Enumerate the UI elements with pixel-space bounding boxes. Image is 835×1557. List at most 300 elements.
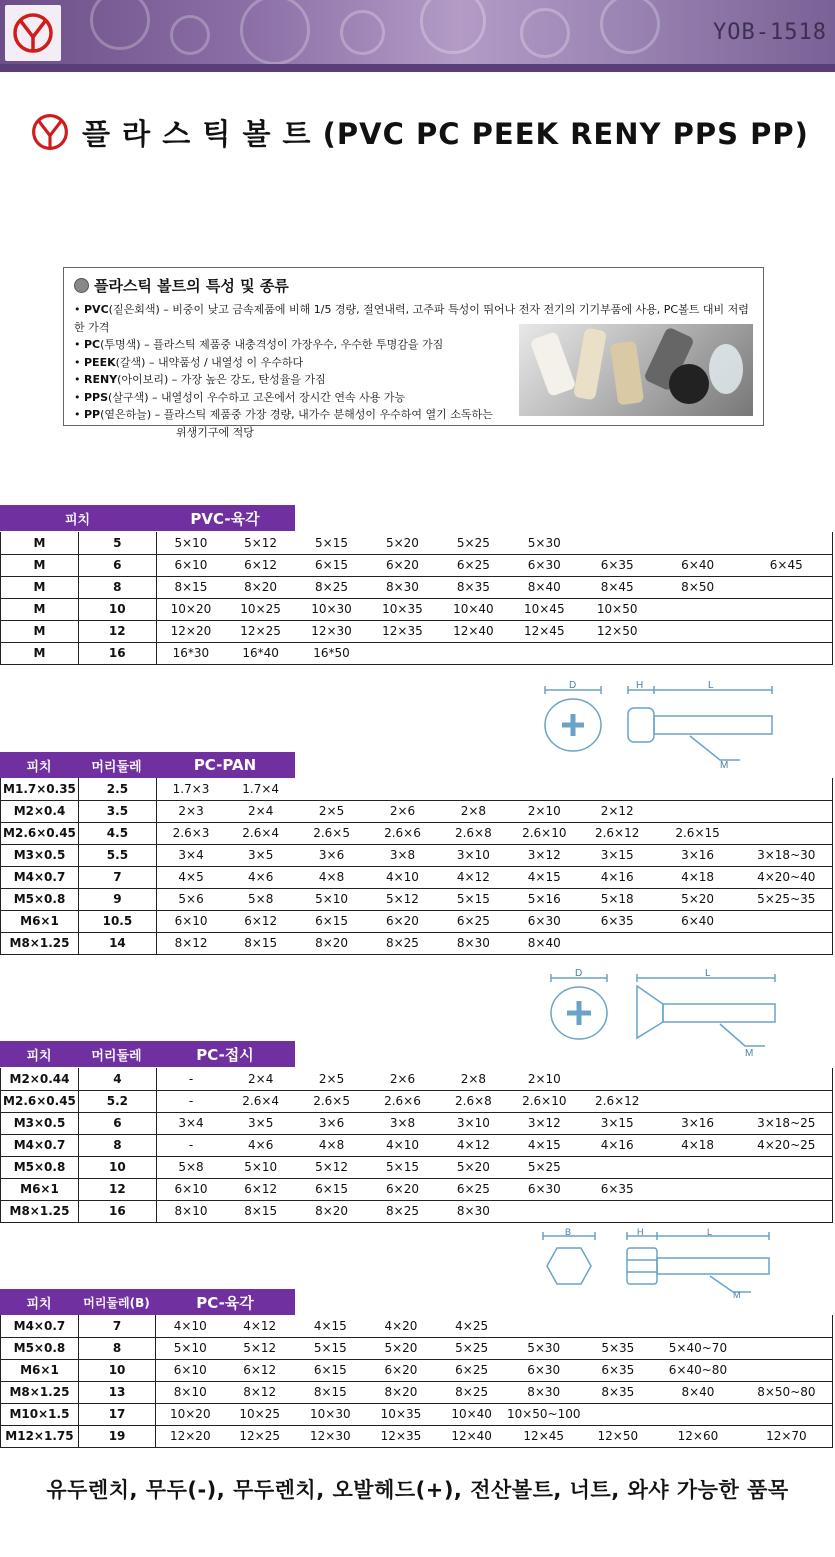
size-cell: 5×15 — [296, 532, 367, 554]
size-cell: 6×30 — [509, 910, 580, 932]
brand-logo — [5, 5, 61, 61]
size-cell — [581, 1315, 656, 1337]
size-cell: 8×20 — [366, 1381, 437, 1403]
size-cell: 5×8 — [156, 1156, 225, 1178]
head-size-cell: 12 — [78, 620, 156, 642]
size-cell: 6×30 — [507, 1359, 581, 1381]
size-cell: 5×6 — [156, 888, 225, 910]
size-cell: 10×20 — [156, 1403, 225, 1425]
size-cell — [580, 778, 655, 800]
size-cell: - — [156, 1068, 225, 1090]
size-cell: 4×25 — [436, 1315, 507, 1337]
size-cell: 6×35 — [580, 554, 655, 576]
size-cell — [741, 576, 833, 598]
head-size-cell: 8 — [78, 1337, 155, 1359]
table-row — [1, 1200, 833, 1222]
size-cell: 6×20 — [367, 1178, 438, 1200]
size-cell: 2.6×8 — [438, 1090, 509, 1112]
table-row — [1, 1178, 833, 1200]
table-row — [1, 554, 833, 576]
size-cell — [438, 778, 509, 800]
material-description: (아이보리) – 가장 높은 강도, 탄성율을 가짐 — [117, 373, 326, 386]
size-cell — [741, 532, 833, 554]
dimension-label: L — [708, 680, 714, 691]
banner-decoration — [420, 0, 486, 54]
size-cell — [741, 778, 833, 800]
size-cell: 2×4 — [225, 1068, 296, 1090]
size-cell: 2.6×6 — [367, 1090, 438, 1112]
size-cell: 6×40 — [655, 910, 741, 932]
size-cell: 3×12 — [509, 1112, 580, 1134]
dimension-label: M — [745, 1048, 754, 1058]
characteristics-box — [63, 267, 764, 439]
dimension-label: B — [565, 1228, 572, 1237]
size-cell — [741, 800, 833, 822]
head-size-cell: 14 — [78, 932, 156, 954]
size-cell: 4×15 — [295, 1315, 366, 1337]
size-cell — [741, 1359, 833, 1381]
pitch-cell: M2.6×0.45 — [1, 822, 79, 844]
page-title-row — [30, 108, 809, 156]
size-cell — [509, 778, 580, 800]
material-description: (살구색) – 내열성이 우수하고 고온에서 장시간 연속 사용 가능 — [108, 390, 406, 404]
size-cell: 8×40 — [509, 932, 580, 954]
size-cell: 5×15 — [295, 1337, 366, 1359]
size-cell: 4×20~25 — [741, 1134, 833, 1156]
pitch-cell: M — [1, 620, 79, 642]
size-cell — [655, 1315, 741, 1337]
size-cell — [655, 800, 741, 822]
size-cell: 5×25 — [438, 532, 509, 554]
size-cell: 2.6×3 — [156, 822, 225, 844]
spec-table-pc-flat — [0, 1068, 833, 1223]
table-row — [1, 1359, 833, 1381]
head-size-cell: 7 — [78, 1315, 155, 1337]
size-cell — [655, 932, 741, 954]
size-cell — [581, 1403, 656, 1425]
size-cell: 2×4 — [225, 800, 296, 822]
size-cell — [741, 1068, 833, 1090]
pitch-cell: M4×0.7 — [1, 866, 79, 888]
dimension-label: H — [637, 1228, 644, 1237]
size-cell: 6×12 — [225, 910, 296, 932]
size-cell: 8×12 — [156, 932, 225, 954]
size-cell: 5×15 — [438, 888, 509, 910]
pitch-cell: M4×0.7 — [1, 1315, 79, 1337]
size-cell: 3×18~30 — [741, 844, 833, 866]
table-header-pc-hex — [0, 1289, 295, 1315]
size-cell: 4×18 — [655, 1134, 741, 1156]
material-description: (옅은하늘) – 플라스틱 제품중 가장 경량, 내가수 분해성이 우수하여 열기 소독하는 — [100, 408, 493, 421]
pitch-cell: M5×0.8 — [1, 1337, 79, 1359]
pitch-cell: M6×1 — [1, 1178, 79, 1200]
size-cell — [655, 778, 741, 800]
pitch-cell: M10×1.5 — [1, 1403, 79, 1425]
banner-decoration — [170, 15, 210, 55]
size-cell — [741, 1090, 833, 1112]
size-cell: 8×35 — [438, 576, 509, 598]
size-cell: 4×8 — [296, 866, 367, 888]
info-line: • PP(옅은하늘) – 플라스틱 제품중 가장 경량, 내가수 분해성이 우수하여 열기 소독하는 — [74, 408, 493, 421]
size-cell: 2×10 — [509, 1068, 580, 1090]
size-cell: 5×15 — [367, 1156, 438, 1178]
size-cell: - — [156, 1134, 225, 1156]
size-cell: 10×25 — [224, 1403, 295, 1425]
size-cell: 12×50 — [581, 1425, 656, 1447]
material-name: PEEK — [84, 355, 116, 369]
size-cell — [296, 778, 367, 800]
size-cell: 2×6 — [367, 1068, 438, 1090]
pitch-cell: M3×0.5 — [1, 844, 79, 866]
size-cell — [507, 1315, 581, 1337]
size-cell: 12×35 — [366, 1425, 437, 1447]
size-cell — [580, 1200, 655, 1222]
size-cell: 8×30 — [438, 932, 509, 954]
size-cell — [655, 642, 741, 664]
available-items-footer: 유두렌치, 무두(-), 무두렌치, 오발헤드(+), 전산볼트, 너트, 와샤 가능한 품목 — [46, 1478, 789, 1502]
size-cell — [741, 932, 833, 954]
pitch-cell: M3×0.5 — [1, 1112, 79, 1134]
size-cell — [655, 1178, 741, 1200]
size-cell: 1.7×3 — [156, 778, 225, 800]
size-cell: 2.6×10 — [509, 822, 580, 844]
size-cell: 4×15 — [509, 1134, 580, 1156]
table-row — [1, 866, 833, 888]
table-title: PC-접시 — [155, 1041, 295, 1067]
size-cell: 2.6×10 — [509, 1090, 580, 1112]
size-cell: 6×25 — [436, 1359, 507, 1381]
head-size-cell: 19 — [78, 1425, 155, 1447]
size-cell: 4×12 — [438, 866, 509, 888]
size-cell: 3×16 — [655, 1112, 741, 1134]
size-cell — [655, 1068, 741, 1090]
size-cell: 2×5 — [296, 800, 367, 822]
size-cell: 8×15 — [225, 1200, 296, 1222]
info-line-continuation: 위생기구에 적당 — [176, 425, 254, 439]
size-cell: 4×15 — [509, 866, 580, 888]
size-cell: 6×40~80 — [655, 1359, 741, 1381]
size-cell: 5×18 — [580, 888, 655, 910]
size-cell: 10×35 — [367, 598, 438, 620]
size-cell — [655, 1200, 741, 1222]
size-cell: 2×12 — [580, 800, 655, 822]
pitch-cell: M — [1, 554, 79, 576]
size-cell: 5×25 — [509, 1156, 580, 1178]
banner-decoration — [90, 0, 150, 50]
table-row — [1, 844, 833, 866]
head-size-cell: 5 — [78, 532, 156, 554]
size-cell — [741, 1200, 833, 1222]
size-cell: 2×6 — [367, 800, 438, 822]
table-header-pc-flat — [0, 1041, 295, 1067]
table-title: PC-육각 — [155, 1289, 295, 1315]
table-title: PVC-육각 — [155, 505, 295, 531]
size-cell: 6×15 — [295, 1359, 366, 1381]
size-cell: 5×8 — [225, 888, 296, 910]
size-cell — [580, 642, 655, 664]
size-cell: 6×25 — [438, 910, 509, 932]
size-cell: 8×25 — [296, 576, 367, 598]
size-cell: 8×12 — [224, 1381, 295, 1403]
size-cell — [741, 1337, 833, 1359]
head-size-cell: 8 — [78, 1134, 156, 1156]
size-cell: 4×6 — [225, 1134, 296, 1156]
size-cell: 5×10 — [225, 1156, 296, 1178]
banner-stripe — [0, 64, 835, 72]
table-row — [1, 778, 833, 800]
size-cell: 8×25 — [367, 1200, 438, 1222]
pitch-cell: M2.6×0.45 — [1, 1090, 79, 1112]
size-cell: 8×15 — [295, 1381, 366, 1403]
spec-table-pc-hex — [0, 1315, 833, 1448]
size-cell: 1.7×4 — [225, 778, 296, 800]
size-cell — [367, 642, 438, 664]
pitch-cell: M4×0.7 — [1, 1134, 79, 1156]
size-cell — [655, 1156, 741, 1178]
pitch-cell: M8×1.25 — [1, 1200, 79, 1222]
size-cell: 4×6 — [225, 866, 296, 888]
size-cell: 12×25 — [224, 1425, 295, 1447]
size-cell: 12×45 — [509, 620, 580, 642]
size-cell: 5×12 — [224, 1337, 295, 1359]
size-cell: 6×25 — [438, 554, 509, 576]
dimension-label: L — [707, 1228, 713, 1237]
size-cell: 3×5 — [225, 844, 296, 866]
head-size-cell: 5.5 — [78, 844, 156, 866]
table-row — [1, 910, 833, 932]
size-cell: 3×8 — [367, 844, 438, 866]
size-cell: 5×20 — [366, 1337, 437, 1359]
size-cell — [509, 1200, 580, 1222]
pitch-cell: M5×0.8 — [1, 1156, 79, 1178]
size-cell: 8×15 — [156, 576, 225, 598]
size-cell: 10×50~100 — [507, 1403, 581, 1425]
table-header-pc-pan — [0, 752, 295, 778]
size-cell: 10×30 — [296, 598, 367, 620]
head-size-cell: 5.2 — [78, 1090, 156, 1112]
size-cell: 6×20 — [367, 554, 438, 576]
size-cell: 6×12 — [224, 1359, 295, 1381]
size-cell: 8×30 — [367, 576, 438, 598]
top-banner — [0, 0, 835, 72]
size-cell: 3×8 — [367, 1112, 438, 1134]
table-row — [1, 932, 833, 954]
pan-head-bolt-diagram — [540, 680, 780, 770]
head-size-cell: 2.5 — [78, 778, 156, 800]
size-cell: 8×20 — [296, 932, 367, 954]
material-name: PP — [84, 408, 101, 421]
size-cell: 8×25 — [367, 932, 438, 954]
pitch-cell: M12×1.75 — [1, 1425, 79, 1447]
head-size-cell: 6 — [78, 554, 156, 576]
size-cell — [741, 1403, 833, 1425]
pitch-cell: M — [1, 532, 79, 554]
size-cell: 4×10 — [156, 1315, 225, 1337]
size-cell: 12×50 — [580, 620, 655, 642]
size-cell: 6×10 — [156, 1359, 225, 1381]
size-cell: 2.6×4 — [225, 822, 296, 844]
size-cell — [580, 532, 655, 554]
size-cell — [741, 642, 833, 664]
head-size-cell: 8 — [78, 576, 156, 598]
table-row — [1, 642, 833, 664]
banner-decoration — [340, 10, 385, 55]
size-cell: 5×40~70 — [655, 1337, 741, 1359]
size-cell: 12×25 — [225, 620, 296, 642]
pitch-cell: M — [1, 642, 79, 664]
table-row — [1, 888, 833, 910]
size-cell: 5×25 — [436, 1337, 507, 1359]
size-cell: 6×30 — [509, 554, 580, 576]
head-size-cell: 10 — [78, 598, 156, 620]
dimension-label: D — [575, 968, 583, 979]
pitch-cell: M6×1 — [1, 910, 79, 932]
size-cell: 5×10 — [296, 888, 367, 910]
material-description: (투명색) – 플라스틱 제품중 내충격성이 가장우수, 우수한 투명감을 가짐 — [100, 338, 444, 351]
bolts-photo — [519, 324, 753, 416]
material-name: PC — [84, 338, 101, 351]
head-diameter-header: 머리둘레 — [78, 1041, 155, 1067]
size-cell: 6×15 — [296, 910, 367, 932]
size-cell: 8×15 — [225, 932, 296, 954]
table-row — [1, 1403, 833, 1425]
pitch-cell: M6×1 — [1, 1359, 79, 1381]
size-cell: 10×40 — [436, 1403, 507, 1425]
size-cell — [741, 910, 833, 932]
size-cell: 8×40 — [655, 1381, 741, 1403]
table-title: PC-PAN — [155, 752, 295, 778]
brand-logo-icon — [30, 112, 70, 152]
size-cell — [741, 598, 833, 620]
material-description: (갈색) – 내약품성 / 내열성 이 우수하다 — [115, 355, 304, 369]
bullet-circle-icon — [74, 278, 89, 293]
size-cell — [580, 1156, 655, 1178]
size-cell — [741, 1178, 833, 1200]
table-row — [1, 620, 833, 642]
table-row — [1, 1090, 833, 1112]
table-row — [1, 1068, 833, 1090]
size-cell: 6×40 — [655, 554, 741, 576]
size-cell: 3×10 — [438, 1112, 509, 1134]
size-cell: 5×10 — [156, 532, 225, 554]
size-cell: 5×12 — [367, 888, 438, 910]
head-size-cell: 4 — [78, 1068, 156, 1090]
size-cell: 12×30 — [296, 620, 367, 642]
table-row — [1, 1425, 833, 1447]
characteristics-heading — [74, 275, 753, 296]
size-cell: 3×4 — [156, 844, 225, 866]
size-cell — [741, 1315, 833, 1337]
size-cell: 12×35 — [367, 620, 438, 642]
size-cell: 3×6 — [296, 1112, 367, 1134]
flat-head-bolt-diagram — [545, 968, 785, 1058]
size-cell — [655, 598, 741, 620]
size-cell — [741, 1156, 833, 1178]
size-cell: 5×12 — [296, 1156, 367, 1178]
head-size-cell: 3.5 — [78, 800, 156, 822]
size-cell: 8×35 — [581, 1381, 656, 1403]
size-cell: 10×35 — [366, 1403, 437, 1425]
size-cell: 6×15 — [296, 554, 367, 576]
head-size-cell: 17 — [78, 1403, 155, 1425]
material-name: PPS — [84, 390, 109, 404]
size-cell: 10×25 — [225, 598, 296, 620]
size-cell: 10×50 — [580, 598, 655, 620]
size-cell: 4×10 — [367, 1134, 438, 1156]
size-cell: 4×12 — [224, 1315, 295, 1337]
head-diameter-header: 머리둘레 — [78, 752, 155, 778]
info-line: • PC(투명색) – 플라스틱 제품중 내충격성이 가장우수, 우수한 투명감을 가짐 — [74, 338, 444, 351]
size-cell: 8×10 — [156, 1381, 225, 1403]
size-cell: 3×6 — [296, 844, 367, 866]
pitch-cell: M2×0.44 — [1, 1068, 79, 1090]
head-size-cell: 10.5 — [78, 910, 156, 932]
bolt-image — [610, 340, 644, 405]
size-cell: 2×5 — [296, 1068, 367, 1090]
size-cell: 4×10 — [367, 866, 438, 888]
info-line: • RENY(아이보리) – 가장 높은 강도, 탄성율을 가짐 — [74, 373, 326, 386]
size-cell: 4×16 — [580, 1134, 655, 1156]
size-cell — [580, 1068, 655, 1090]
pitch-cell: M — [1, 598, 79, 620]
size-cell: 12×40 — [436, 1425, 507, 1447]
pitch-cell: M1.7×0.35 — [1, 778, 79, 800]
material-name: PVC — [84, 303, 109, 316]
size-cell: 10×45 — [509, 598, 580, 620]
table-row — [1, 1156, 833, 1178]
size-cell: 2.6×8 — [438, 822, 509, 844]
head-size-cell: 6 — [78, 1112, 156, 1134]
size-cell: 6×45 — [741, 554, 833, 576]
head-size-cell: 10 — [78, 1156, 156, 1178]
size-cell: 12×45 — [507, 1425, 581, 1447]
pitch-cell: M8×1.25 — [1, 1381, 79, 1403]
size-cell — [367, 778, 438, 800]
size-cell: 12×70 — [741, 1425, 833, 1447]
size-cell: 8×45 — [580, 576, 655, 598]
dimension-label: D — [569, 680, 577, 691]
banner-decoration — [240, 0, 310, 65]
material-description: (짙은회색) – 비중이 낮고 금속제품에 비해 1/5 경량, 절연내력, 고주파 특성이 뛰어나 전자 전기의 기기부품에 사용, PC볼트 대비 저렴한 가격 — [74, 303, 749, 334]
size-cell: 6×10 — [156, 1178, 225, 1200]
bolt-image — [709, 344, 743, 394]
size-cell: 12×30 — [295, 1425, 366, 1447]
table-row — [1, 598, 833, 620]
size-cell: 5×30 — [507, 1337, 581, 1359]
table-row — [1, 576, 833, 598]
size-cell: 2.6×6 — [367, 822, 438, 844]
table-header-pvc-hex — [0, 505, 295, 531]
info-line: • PPS(살구색) – 내열성이 우수하고 고온에서 장시간 연속 사용 가능 — [74, 390, 406, 404]
size-cell: 5×10 — [156, 1337, 225, 1359]
dimension-label: L — [705, 968, 711, 979]
size-cell: 6×35 — [580, 1178, 655, 1200]
size-cell: 8×10 — [156, 1200, 225, 1222]
size-cell: 12×20 — [156, 1425, 225, 1447]
head-diameter-header: 머리둘레(B) — [78, 1289, 155, 1315]
size-cell: 2×8 — [438, 800, 509, 822]
size-cell: 16*30 — [156, 642, 225, 664]
size-cell: 8×50~80 — [741, 1381, 833, 1403]
size-cell: 2.6×12 — [580, 822, 655, 844]
size-cell: 5×16 — [509, 888, 580, 910]
hex-head-bolt-diagram — [535, 1228, 780, 1300]
size-cell — [741, 620, 833, 642]
material-name: RENY — [84, 373, 118, 386]
size-cell: 3×15 — [580, 844, 655, 866]
table-row — [1, 1337, 833, 1359]
size-cell: 6×20 — [367, 910, 438, 932]
